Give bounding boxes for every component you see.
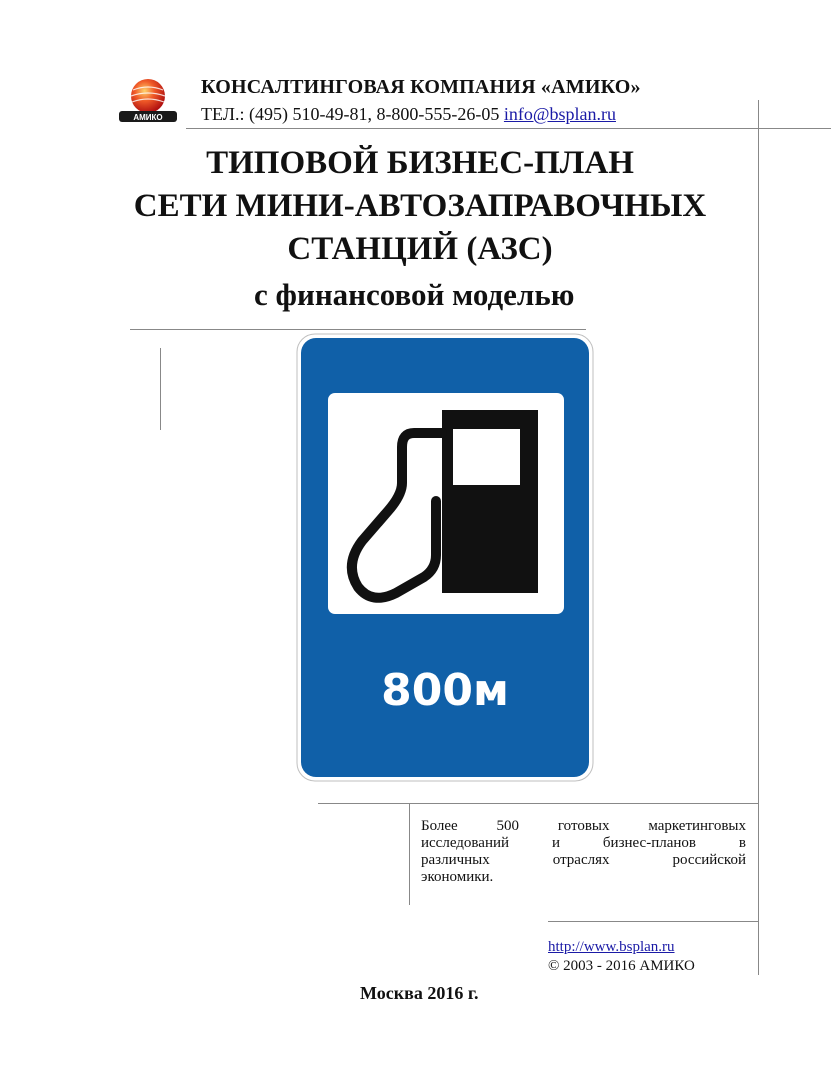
footer-links	[548, 938, 695, 976]
city-year: Москва 2016 г.	[360, 983, 479, 1003]
blurb-top-rule	[318, 803, 759, 804]
title-line-2: СЕТИ МИНИ-АВТОЗАПРАВОЧНЫХ	[133, 188, 707, 224]
contact-line	[201, 104, 616, 125]
website-link[interactable]: http://www.bsplan.ru	[548, 939, 675, 955]
logo-graphic	[117, 76, 179, 128]
blurb-left-rule	[409, 803, 410, 905]
logo-text: АМИКО	[133, 113, 163, 122]
blurb-line-3: различных отраслях российской	[421, 852, 746, 868]
distance-label: 800м	[381, 665, 509, 716]
email-link[interactable]: info@bsplan.ru	[503, 104, 616, 124]
company-blurb	[421, 818, 746, 886]
right-rule	[758, 100, 759, 975]
title-rule	[130, 329, 586, 330]
fuel-station-road-sign	[296, 333, 594, 782]
blurb-line-1: Более 500 готовых маркетинговых	[421, 818, 746, 834]
left-short-rule	[160, 348, 161, 430]
company-logo	[117, 76, 179, 128]
document-subtitle: с финансовой моделью	[254, 277, 575, 312]
header-rule	[186, 128, 831, 129]
links-top-rule	[548, 921, 759, 922]
phone-numbers: ТЕЛ.: (495) 510-49-81, 8-800-555-26-05	[201, 104, 500, 124]
title-line-1: ТИПОВОЙ БИЗНЕС-ПЛАН	[206, 145, 634, 181]
blurb-line-4: экономики.	[421, 869, 494, 885]
document-title	[100, 142, 740, 271]
company-name: КОНСАЛТИНГОВАЯ КОМПАНИЯ «АМИКО»	[201, 76, 641, 98]
copyright-text: © 2003 - 2016 АМИКО	[548, 958, 695, 974]
blurb-line-2: исследований и бизнес-планов в	[421, 835, 746, 851]
title-line-3: СТАНЦИЙ (АЗС)	[287, 231, 553, 267]
